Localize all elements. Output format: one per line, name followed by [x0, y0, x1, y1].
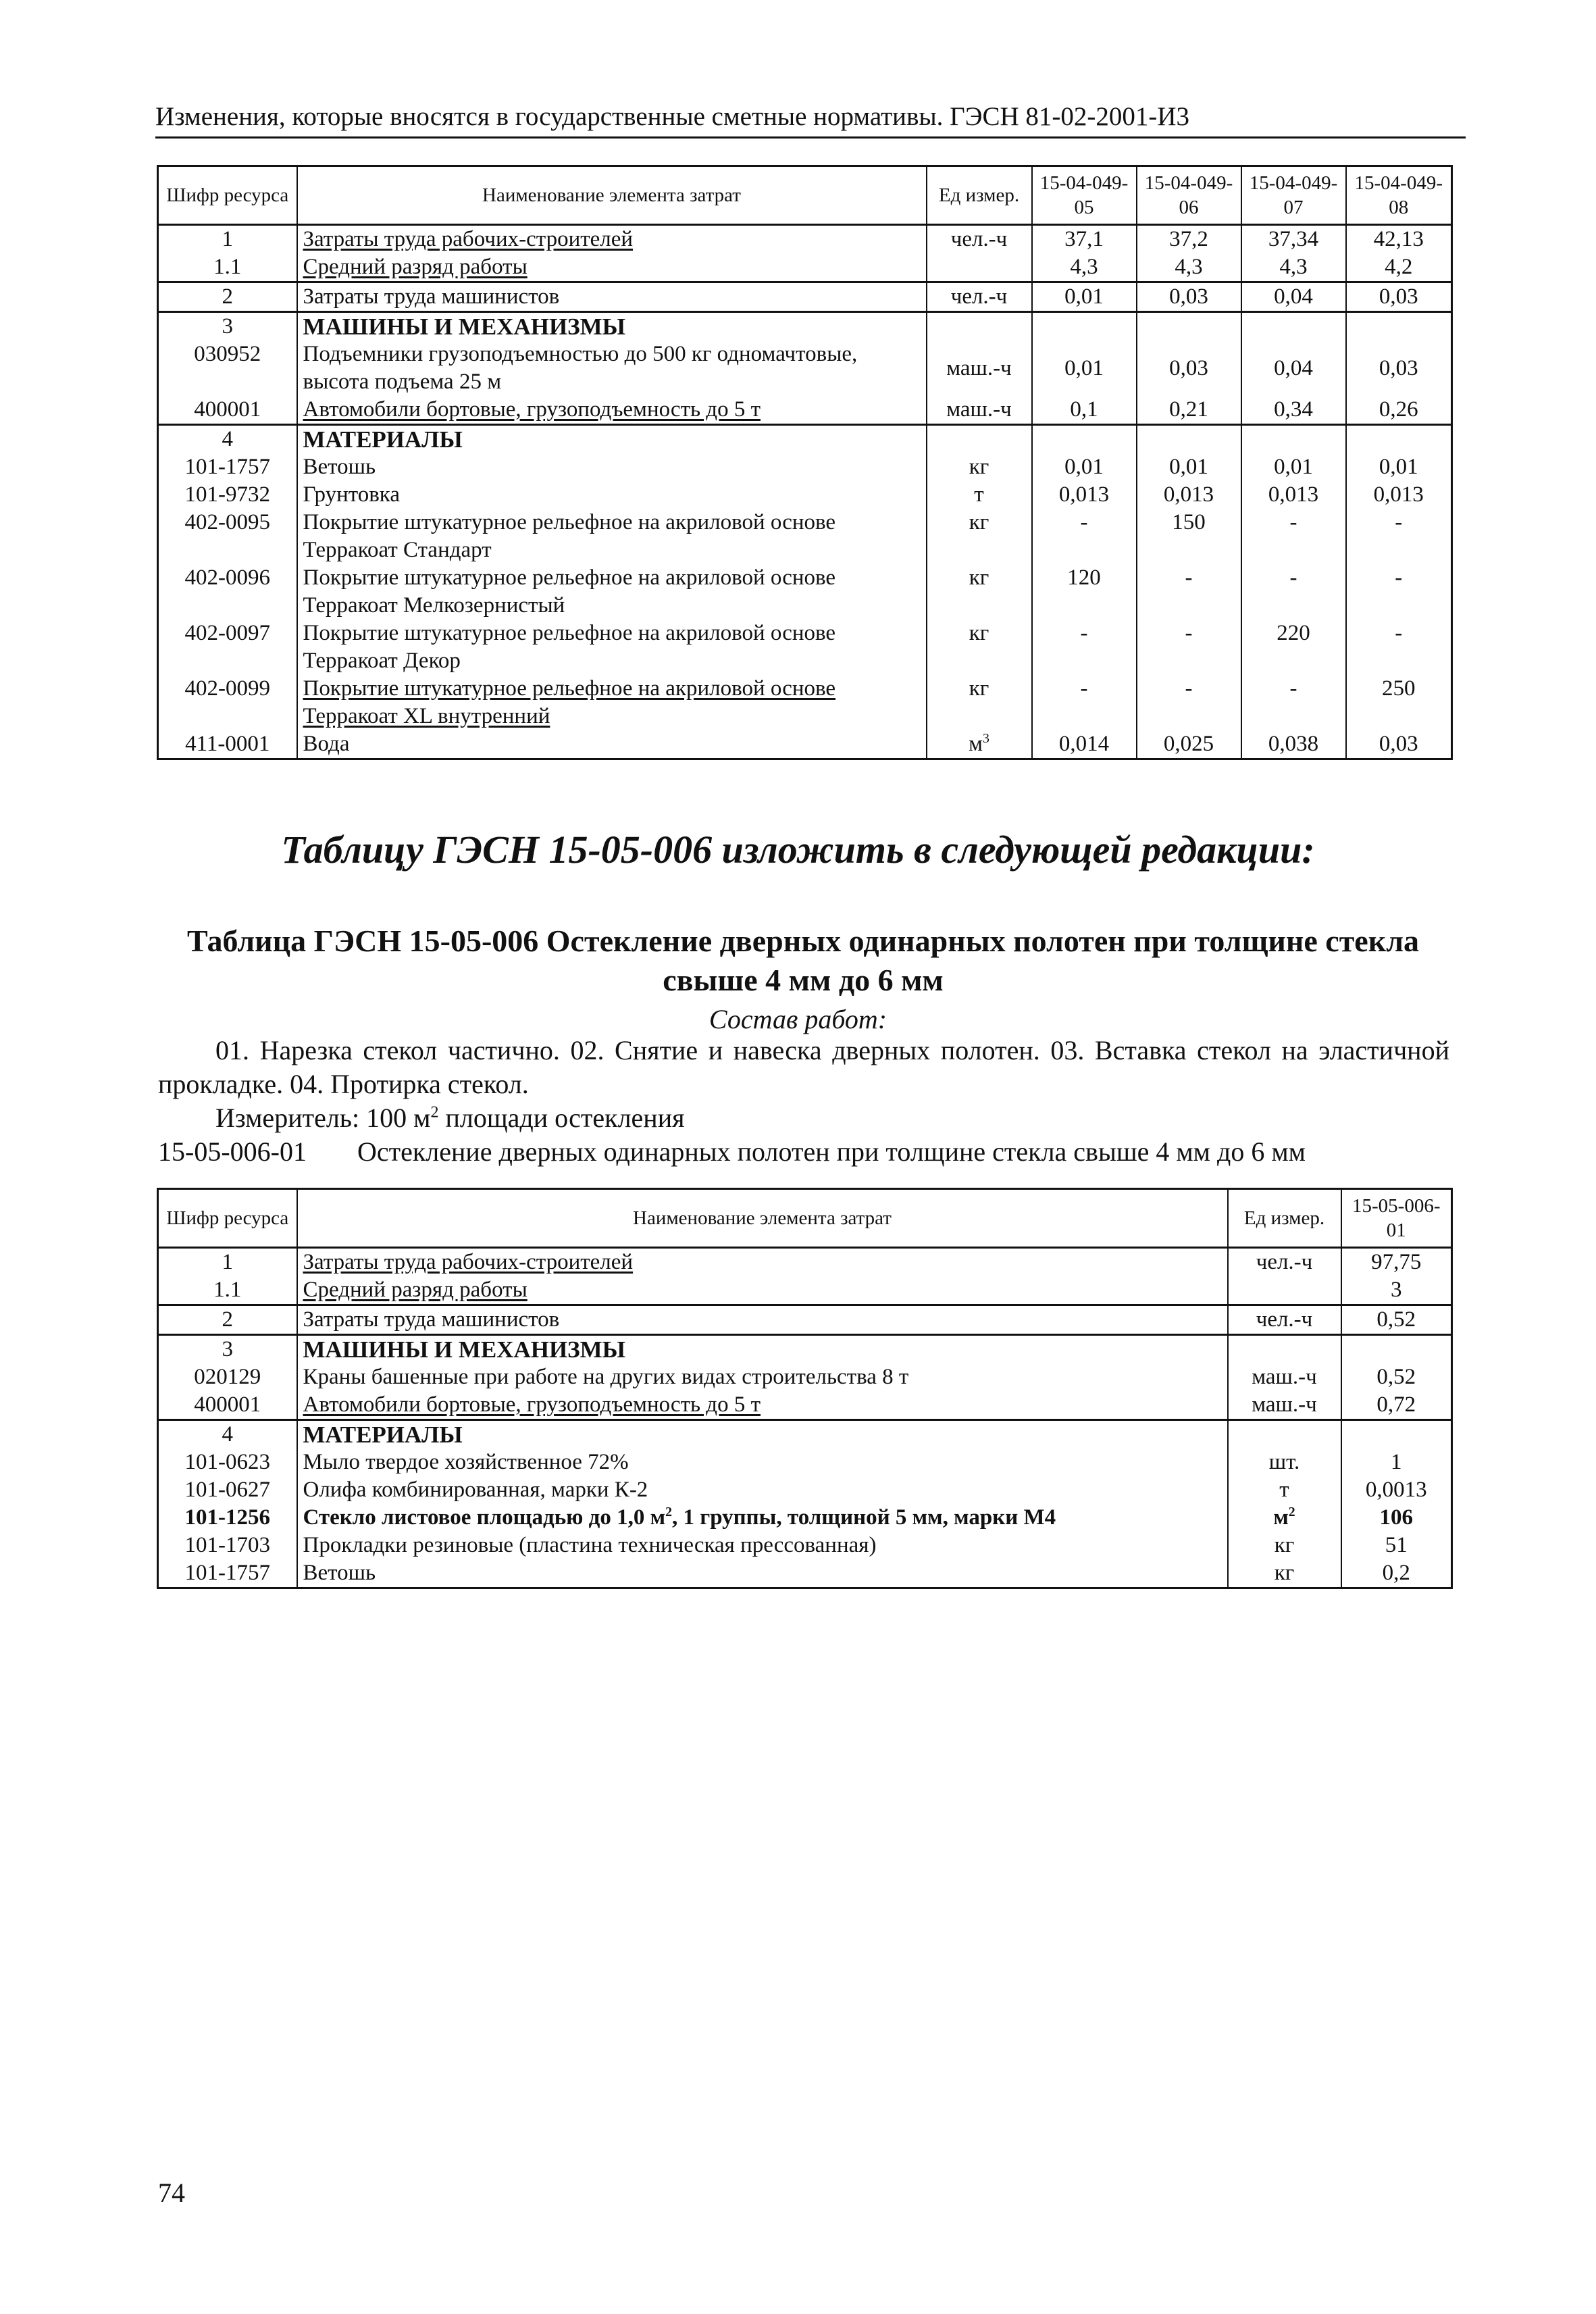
- table-row: [158, 341, 1452, 396]
- row-value: [1341, 1335, 1452, 1364]
- row-value: -: [1137, 675, 1241, 730]
- header-col-08: 15-04-049-08: [1346, 166, 1452, 225]
- row-unit: кг: [1228, 1532, 1341, 1559]
- row-name: Мыло твердое хозяйственное 72%: [297, 1449, 1228, 1476]
- table-row: [158, 282, 1452, 312]
- row-unit: маш.-ч: [927, 341, 1032, 396]
- row-name: Средний разряд работы: [297, 253, 927, 282]
- resource-table-15-05-006: [157, 1188, 1453, 1589]
- table-row: [158, 1532, 1452, 1559]
- row-value: [1346, 425, 1452, 454]
- table-header-row: [158, 166, 1452, 225]
- row-unit: [927, 425, 1032, 454]
- row-value: 3: [1341, 1276, 1452, 1305]
- row-value: 250: [1346, 675, 1452, 730]
- row-code: 101-9732: [184, 482, 270, 507]
- row-code: 101-1757: [184, 1561, 270, 1585]
- row-value: 0,014: [1032, 730, 1137, 759]
- table-row: [158, 1391, 1452, 1420]
- row-code: 2: [158, 282, 297, 312]
- work-composition-text: 01. Нарезка стекол частично. 02. Снятие и навеска дверных полотен. 03. Вставка стекол на эластичной прокладке. 04. Протирка стекол.: [158, 1035, 1449, 1099]
- table-row: [158, 1248, 1452, 1277]
- row-value: 4,3: [1032, 253, 1137, 282]
- row-value: 42,13: [1346, 225, 1452, 254]
- row-unit: кг: [927, 675, 1032, 730]
- row-value: 0,03: [1346, 730, 1452, 759]
- table-row-highlighted: [158, 1504, 1452, 1532]
- row-name: Грунтовка: [297, 481, 927, 509]
- table-row: [158, 509, 1452, 564]
- header-col-06: 15-04-049-06: [1137, 166, 1241, 225]
- section-row-materials: [158, 425, 1452, 454]
- table-row: [158, 396, 1452, 425]
- row-code: 4: [158, 1420, 297, 1449]
- row-code: 402-0095: [184, 510, 270, 534]
- row-unit: маш.-ч: [927, 396, 1032, 425]
- row-value: [1241, 312, 1346, 341]
- table-row: [158, 253, 1452, 282]
- row-value: -: [1241, 675, 1346, 730]
- row-value: 0,03: [1346, 341, 1452, 396]
- row-code: 3: [158, 312, 297, 341]
- row-name: Вода: [297, 730, 927, 759]
- work-composition-label: Состав работ:: [709, 1004, 887, 1034]
- row-unit: [927, 312, 1032, 341]
- row-unit: т: [1228, 1476, 1341, 1504]
- header-unit: Ед измер.: [1228, 1189, 1341, 1248]
- row-code: 101-1703: [184, 1533, 270, 1557]
- row-value: -: [1137, 564, 1241, 620]
- row-value: [1032, 312, 1137, 341]
- row-code: 1.1: [213, 255, 242, 279]
- table-row: [158, 225, 1452, 254]
- header-col-01: 15-05-006-01: [1341, 1189, 1452, 1248]
- row-value: [1137, 425, 1241, 454]
- section-row-machines: [158, 1335, 1452, 1364]
- row-code: 402-0099: [184, 676, 270, 701]
- row-name: Олифа комбинированная, марки К-2: [297, 1476, 1228, 1504]
- table-row: [158, 620, 1452, 675]
- row-value: 106: [1341, 1504, 1452, 1532]
- row-code: 4: [158, 425, 297, 454]
- row-name: Покрытие штукатурное рельефное на акриловой основе Терракоат Стандарт: [297, 509, 927, 564]
- row-unit: кг: [927, 453, 1032, 481]
- row-value: 0,038: [1241, 730, 1346, 759]
- row-value: [1341, 1420, 1452, 1449]
- row-code: 400001: [194, 397, 261, 422]
- header-name: Наименование элемента затрат: [297, 166, 927, 225]
- row-value: -: [1032, 675, 1137, 730]
- header-code: Шифр ресурса: [158, 1189, 297, 1248]
- row-value: [1346, 312, 1452, 341]
- edit-instruction-title: Таблицу ГЭСН 15-05-006 изложить в следующей редакции:: [281, 828, 1315, 872]
- row-unit: [927, 253, 1032, 282]
- row-unit: чел.-ч: [927, 282, 1032, 312]
- row-value: 4,3: [1137, 253, 1241, 282]
- row-value: -: [1346, 564, 1452, 620]
- row-value: 51: [1341, 1532, 1452, 1559]
- row-unit: маш.-ч: [1228, 1363, 1341, 1391]
- section-row-materials: [158, 1420, 1452, 1449]
- row-code: 101-1757: [184, 455, 270, 479]
- row-value: 220: [1241, 620, 1346, 675]
- norm-code: 15-05-006-01: [158, 1136, 307, 1167]
- row-value: -: [1241, 509, 1346, 564]
- row-value: 37,2: [1137, 225, 1241, 254]
- row-value: 0,01: [1032, 341, 1137, 396]
- row-value: 0,04: [1241, 341, 1346, 396]
- header-unit: Ед измер.: [927, 166, 1032, 225]
- running-header: Изменения, которые вносятся в государственные сметные нормативы. ГЭСН 81-02-2001-И3: [155, 100, 1466, 139]
- row-name: Автомобили бортовые, грузоподъемность до 5 т: [297, 1391, 1228, 1420]
- row-unit: чел.-ч: [1228, 1248, 1341, 1277]
- row-value: 150: [1137, 509, 1241, 564]
- row-unit: $м^2$: [1228, 1504, 1341, 1532]
- row-name: МАШИНЫ И МЕХАНИЗМЫ: [297, 312, 927, 341]
- row-value: 0,52: [1341, 1363, 1452, 1391]
- table-row: [158, 1449, 1452, 1476]
- row-value: 4,3: [1241, 253, 1346, 282]
- row-unit: кг: [927, 509, 1032, 564]
- header-col-05: 15-04-049-05: [1032, 166, 1137, 225]
- row-unit: чел.-ч: [927, 225, 1032, 254]
- row-name: МАТЕРИАЛЫ: [297, 1420, 1228, 1449]
- row-code: 402-0096: [184, 565, 270, 590]
- row-value: [1032, 425, 1137, 454]
- row-code: 402-0097: [184, 621, 270, 645]
- table-row: [158, 481, 1452, 509]
- row-name: Прокладки резиновые (пластина техническая прессованная): [297, 1532, 1228, 1559]
- row-code: 030952: [194, 342, 261, 366]
- row-name: Покрытие штукатурное рельефное на акриловой основе Терракоат Мелкозернистый: [297, 564, 927, 620]
- row-unit: [1228, 1420, 1341, 1449]
- row-value: 37,1: [1032, 225, 1137, 254]
- row-value: 0,01: [1032, 282, 1137, 312]
- row-code: 101-0623: [184, 1450, 270, 1474]
- row-value: [1137, 312, 1241, 341]
- row-code: 101-1256: [184, 1505, 270, 1530]
- row-name: Затраты труда рабочих-строителей: [297, 225, 927, 254]
- row-unit: кг: [927, 564, 1032, 620]
- table-row: [158, 730, 1452, 759]
- row-value: 0,72: [1341, 1391, 1452, 1420]
- row-code: 020129: [194, 1365, 261, 1389]
- row-name: Ветошь: [297, 1559, 1228, 1588]
- row-name: Краны башенные при работе на других видах строительства 8 т: [297, 1363, 1228, 1391]
- row-value: 97,75: [1341, 1248, 1452, 1277]
- table-row: [158, 453, 1452, 481]
- row-value: 0,01: [1346, 453, 1452, 481]
- row-value: -: [1346, 509, 1452, 564]
- row-name: Стекло листовое площадью до 1,0 $м^2$, 1 группы, толщиной 5 мм, марки М4: [297, 1504, 1228, 1532]
- row-value: 0,34: [1241, 396, 1346, 425]
- row-name: Покрытие штукатурное рельефное на акриловой основе Терракоат XL внутренний: [297, 675, 927, 730]
- row-value: 0,013: [1137, 481, 1241, 509]
- row-unit: чел.-ч: [1228, 1305, 1341, 1335]
- row-name: Затраты труда рабочих-строителей: [297, 1248, 1228, 1277]
- measure-unit: Измеритель: 100 $м^2$ площади остекления: [215, 1103, 685, 1133]
- row-value: 0,21: [1137, 396, 1241, 425]
- resource-table-15-04-049: [157, 165, 1453, 760]
- norm-description: Остекление дверных одинарных полотен при толщине стекла свыше 4 мм до 6 мм: [357, 1136, 1306, 1167]
- table-row: [158, 1276, 1452, 1305]
- row-value: -: [1346, 620, 1452, 675]
- row-value: [1241, 425, 1346, 454]
- row-value: 120: [1032, 564, 1137, 620]
- row-unit: маш.-ч: [1228, 1391, 1341, 1420]
- row-value: 4,2: [1346, 253, 1452, 282]
- table-row: [158, 1476, 1452, 1504]
- row-value: 1: [1341, 1449, 1452, 1476]
- row-value: 0,03: [1137, 341, 1241, 396]
- norm-code-line: [158, 1135, 1306, 1169]
- header-col-07: 15-04-049-07: [1241, 166, 1346, 225]
- row-unit: [1228, 1335, 1341, 1364]
- row-value: 0,03: [1137, 282, 1241, 312]
- row-unit: шт.: [1228, 1449, 1341, 1476]
- row-value: 0,2: [1341, 1559, 1452, 1588]
- row-value: 0,01: [1137, 453, 1241, 481]
- row-value: 0,52: [1341, 1305, 1452, 1335]
- row-code: 3: [158, 1335, 297, 1364]
- row-value: 0,01: [1241, 453, 1346, 481]
- row-code: 1: [158, 225, 297, 254]
- table-row: [158, 675, 1452, 730]
- row-unit: кг: [1228, 1559, 1341, 1588]
- row-name: Покрытие штукатурное рельефное на акриловой основе Терракоат Декор: [297, 620, 927, 675]
- row-name: Затраты труда машинистов: [297, 282, 927, 312]
- row-value: 0,0013: [1341, 1476, 1452, 1504]
- row-code: 101-0627: [184, 1478, 270, 1502]
- row-value: 0,013: [1032, 481, 1137, 509]
- row-value: 0,013: [1346, 481, 1452, 509]
- row-value: -: [1241, 564, 1346, 620]
- table-row: [158, 1559, 1452, 1588]
- row-value: -: [1032, 509, 1137, 564]
- row-value: -: [1137, 620, 1241, 675]
- row-value: 0,025: [1137, 730, 1241, 759]
- table-header-row: [158, 1189, 1452, 1248]
- row-value: 0,26: [1346, 396, 1452, 425]
- row-code: 1.1: [213, 1278, 242, 1302]
- row-name: Ветошь: [297, 453, 927, 481]
- row-unit: кг: [927, 620, 1032, 675]
- table-title: Таблица ГЭСН 15-05-006 Остекление дверных одинарных полотен при толщине стекла свыше 4 мм до 6 мм: [186, 924, 1420, 997]
- row-value: 0,03: [1346, 282, 1452, 312]
- header-name: Наименование элемента затрат: [297, 1189, 1228, 1248]
- row-name: Подъемники грузоподъемностью до 500 кг одномачтовые, высота подъема 25 м: [297, 341, 927, 396]
- row-unit: т: [927, 481, 1032, 509]
- header-code: Шифр ресурса: [158, 166, 297, 225]
- row-value: -: [1032, 620, 1137, 675]
- page-number: 74: [158, 2178, 185, 2208]
- row-value: 0,013: [1241, 481, 1346, 509]
- row-value: 0,01: [1032, 453, 1137, 481]
- row-unit: $м^3$: [927, 730, 1032, 759]
- row-code: 411-0001: [185, 732, 270, 756]
- section-row-machines: [158, 312, 1452, 341]
- row-name: МАТЕРИАЛЫ: [297, 425, 927, 454]
- row-name: МАШИНЫ И МЕХАНИЗМЫ: [297, 1335, 1228, 1364]
- row-unit: [1228, 1276, 1341, 1305]
- row-name: Затраты труда машинистов: [297, 1305, 1228, 1335]
- row-value: 0,04: [1241, 282, 1346, 312]
- row-value: 37,34: [1241, 225, 1346, 254]
- table-row: [158, 1305, 1452, 1335]
- row-code: 2: [158, 1305, 297, 1335]
- table-row: [158, 564, 1452, 620]
- row-name: Средний разряд работы: [297, 1276, 1228, 1305]
- row-code: 400001: [194, 1392, 261, 1417]
- row-value: 0,1: [1032, 396, 1137, 425]
- row-name: Автомобили бортовые, грузоподъемность до 5 т: [297, 396, 927, 425]
- table-row: [158, 1363, 1452, 1391]
- row-code: 1: [158, 1248, 297, 1277]
